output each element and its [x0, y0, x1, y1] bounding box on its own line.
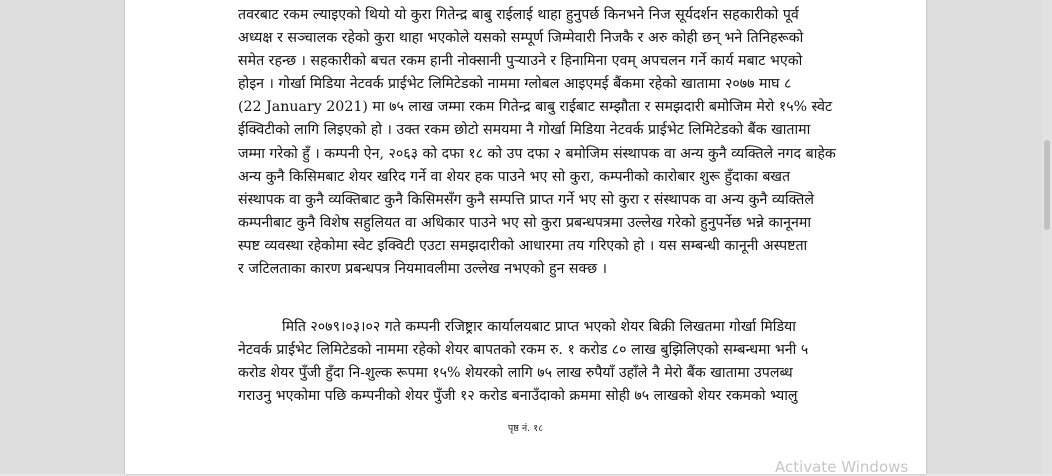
vertical-scrollbar[interactable]: [1042, 0, 1052, 474]
text-line: ईक्विटीको लागि लिइएको हो । उक्त रकम छोटो समयमा नै गोर्खा मिडिया नेटवर्क प्राईभेट लिमिटेडको बैंक खातामा: [238, 122, 811, 139]
text-line: नेटवर्क प्राईभेट लिमिटेडको नाममा रहेको शेयर बापतको रकम रु. १ करोड ८० लाख बुझिलिएको सम्बन्धमा भनी ५: [238, 342, 809, 359]
paragraph-2: [238, 316, 888, 408]
text-line: जम्मा गरेको हुँ । कम्पनी ऐन, २०६३ को दफा १८ को उप दफा २ बमोजिम संस्थापक वा अन्य कुनै व्यक्तिले नगद बाहेक: [238, 145, 836, 162]
text-line: गराउनु भएकोमा पछि कम्पनीको शेयर पुँजी १२ करोड बनाउँदाको क्रममा सोही ७५ लाखको शेयर रकमको भ्यालु: [238, 388, 798, 405]
text-line: र जटिलताका कारण प्रबन्धपत्र नियमावलीमा उल्लेख नभएको हुन सक्छ ।: [238, 261, 607, 278]
text-line: समेत रहन्छ । सहकारीको बचत रकम हानी नोक्सानी पुऱ्याउने र हिनामिना एवम् अपचलन गर्ने कार्य मबाट भएको: [238, 53, 803, 70]
text-line: अन्य कुनै किसिमबाट शेयर खरिद गर्ने वा शेयर हक पाउने भए सो कुरा, कम्पनीको कारोबार शुरू हुँदाका बखत: [238, 168, 791, 185]
activation-watermark: Activate Windows: [775, 458, 909, 476]
text-line: करोड शेयर पुँजी हुँदा नि-शुल्क रूपमा १५% शेयरको लागि ७५ लाख रुपैयाँ उहाँले नै मेरो बैंक खातामा उपलब्ध: [238, 365, 793, 382]
text-line: मिति २०७९।०३।०२ गते कम्पनी रजिष्ट्रार कार्यालयबाट प्राप्त भएको शेयर बिक्री लिखतमा गोर्खा मिडिया: [282, 319, 796, 335]
text-line: होइन । गोर्खा मिडिया नेटवर्क प्राईभेट लिमिटेडको नाममा ग्लोबल आइएमई बैंकमा रहेको खातामा २०७७ माघ ८: [238, 76, 792, 93]
scrollbar-thumb[interactable]: [1044, 140, 1050, 230]
text-line: तवरबाट रकम ल्याइएको थियो यो कुरा गितेन्द्र बाबु राईलाई थाहा हुनुपर्छ किनभने निज सूर्यदर्शन सहकारीको पूर्व: [238, 7, 799, 23]
document-page: [125, 0, 926, 474]
text-line: स्पष्ट व्यवस्था रहेकोमा स्वेट इक्विटी एउटा समझदारीको आधारमा तय गरिएको हो । यस सम्बन्धी कानूनी अस्पष्टता: [238, 237, 808, 254]
page-number: पृष्ठ नं. १८: [507, 423, 544, 434]
text-line: अध्यक्ष र सञ्चालक रहेको कुरा थाहा भएकोले यसको सम्पूर्ण जिम्मेवारी निजकै र अरु कोही छन् भने तिनिहरूको: [238, 30, 804, 47]
text-line: कम्पनीबाट कुनै विशेष सहुलियत वा अधिकार पाउने भए सो कुरा प्रबन्धपत्रमा उल्लेख गरेको हुनुपर्नेछ भन्ने कानूनमा: [238, 214, 811, 231]
text-line: संस्थापक वा कुनै व्यक्तिबाट कुनै किसिमसँग कुनै सम्पत्ति प्राप्त गर्ने भए सो कुरा र संस्थापक वा अन्य कुनै व्यक्तिले: [238, 191, 814, 208]
paragraph-1: [238, 4, 888, 281]
text-line: (22 January 2021) मा ७५ लाख जम्मा रकम गितेन्द्र बाबु राईबाट सम्झौता र समझदारी बमोजिम मेरो १५% स्वेट: [238, 99, 833, 116]
